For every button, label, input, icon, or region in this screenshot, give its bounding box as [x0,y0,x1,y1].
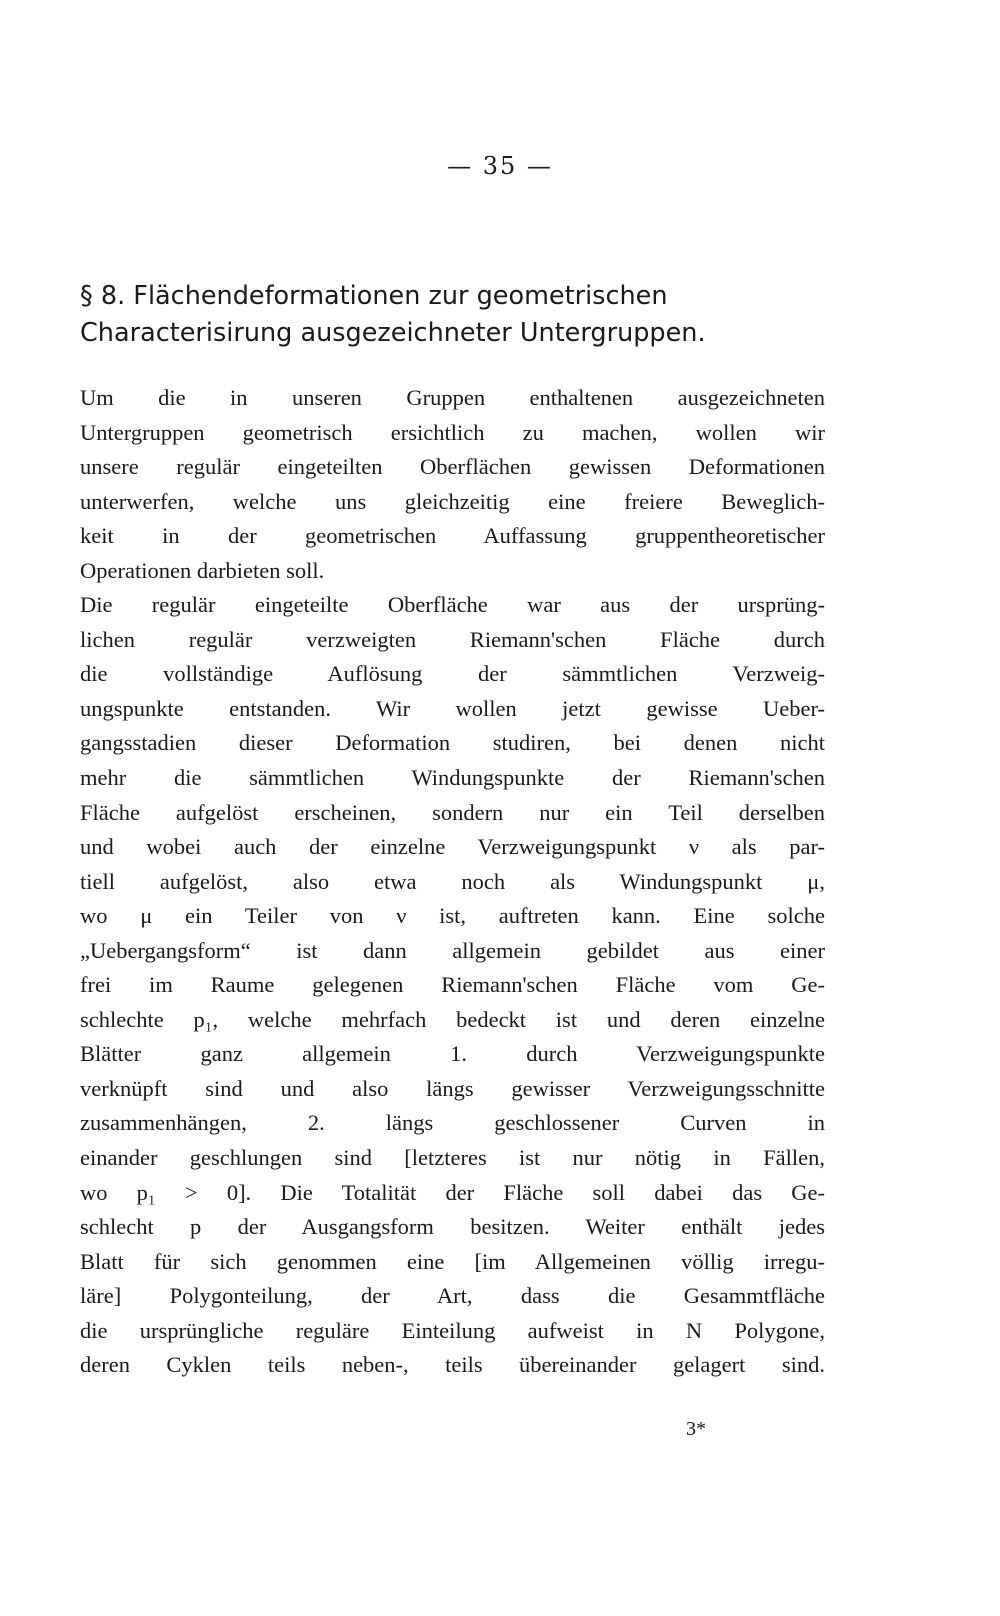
heading-line: § 8. Flächendeformationen zur geometrischen [80,281,668,311]
section-heading [80,278,825,352]
signature-mark: 3* [686,1418,706,1440]
text-line: gangsstadien dieser Deformation studiren, bei denen nicht [80,730,825,756]
paragraph-1 [80,381,825,588]
text-line: wo p₁ > 0]. Die Totalität der Fläche soll dabei das Ge- [80,1179,825,1205]
text-line: Operationen darbieten soll. [80,557,325,583]
text-line: Die regulär eingeteilte Oberfläche war aus der ursprüng- [80,592,825,618]
text-line: die ursprüngliche reguläre Einteilung aufweist in N Polygone, [80,1317,825,1343]
text-line: tiell aufgelöst, also etwa noch als Windungspunkt μ, [80,868,825,894]
text-line: Um die in unseren Gruppen enthaltenen ausgezeichneten [80,385,825,410]
heading-line: Characterisirung ausgezeichneter Untergruppen. [80,318,706,348]
text-line: keit in der geometrischen Auffassung gruppentheoretischer [80,523,825,549]
paragraph-2 [80,588,825,1383]
text-line: frei im Raume gelegenen Riemann'schen Fläche vom Ge- [80,972,825,998]
text-line: die vollständige Auflösung der sämmtlichen Verzweig- [80,661,825,687]
body-text [80,381,825,1383]
text-line: unterwerfen, welche uns gleichzeitig eine freiere Beweglich- [80,488,825,514]
text-line: „Uebergangsform“ ist dann allgemein gebildet aus einer [80,937,825,963]
text-line: verknüpft sind und also längs gewisser Verzweigungsschnitte [80,1075,825,1101]
text-line: zusammenhängen, 2. längs geschlossener Curven in [80,1110,825,1136]
text-line: Blatt für sich genommen eine [im Allgemeinen völlig irregu- [80,1248,825,1274]
text-line: lichen regulär verzweigten Riemann'schen Fläche durch [80,626,825,652]
text-line: Untergruppen geometrisch ersichtlich zu machen, wollen wir [80,419,825,445]
text-line: läre] Polygonteilung, der Art, dass die Gesammtfläche [80,1283,825,1309]
page-number: — 35 — [447,152,553,180]
text-line: mehr die sämmtlichen Windungspunkte der Riemann'schen [80,765,825,791]
text-line: schlecht p der Ausgangsform besitzen. Weiter enthält jedes [80,1214,825,1240]
text-line: wo μ ein Teiler von ν ist, auftreten kann. Eine solche [80,903,825,929]
text-line: Blätter ganz allgemein 1. durch Verzweigungspunkte [80,1041,825,1067]
text-line: ungspunkte entstanden. Wir wollen jetzt gewisse Ueber- [80,695,825,721]
text-line: einander geschlungen sind [letzteres ist nur nötig in Fällen, [80,1145,825,1171]
text-line: Fläche aufgelöst erscheinen, sondern nur ein Teil derselben [80,799,825,825]
text-line: unsere regulär eingeteilten Oberflächen gewissen Deformationen [80,454,825,480]
text-line: schlechte p₁, welche mehrfach bedeckt ist und deren einzelne [80,1006,825,1032]
text-line: deren Cyklen teils neben-, teils übereinander gelagert sind. [80,1352,825,1378]
text-line: und wobei auch der einzelne Verzweigungspunkt ν als par- [80,834,825,860]
